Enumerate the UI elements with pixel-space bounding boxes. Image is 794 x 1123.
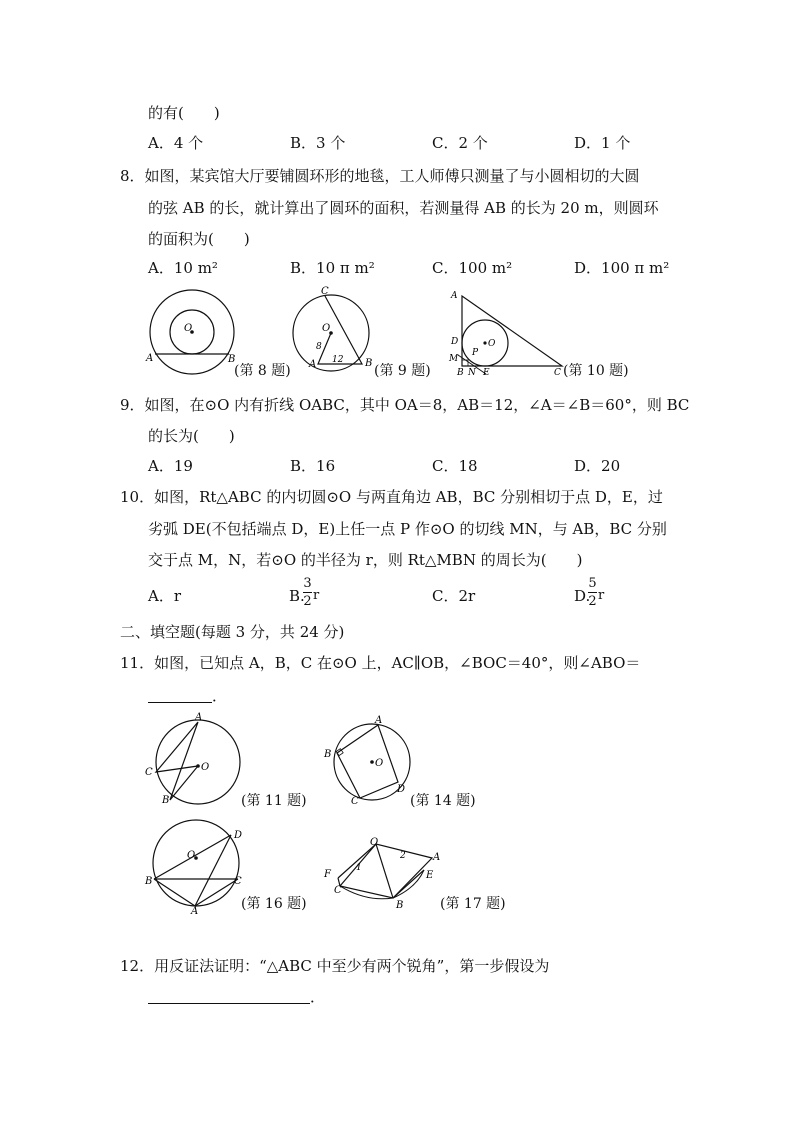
fig10-label-a: A [451,291,458,301]
figure-9-circle-polyline [285,286,385,378]
q8-option-b: B．10 π m² [290,259,375,277]
fig8-label-o: O [184,323,193,334]
fig16-label-b: B [145,876,153,887]
figure-16-circle [143,818,247,917]
q9-option-c: C．18 [432,457,478,475]
fig17-label-c: C [334,885,342,896]
q10-option-d-prefix: D. [574,587,591,605]
q9-line1: 9．如图，在⊙O 内有折线 OABC，其中 OA＝8，AB＝12，∠A＝∠B＝60°，则 BC [120,396,690,414]
fig10-label-m: M [449,354,459,364]
q7-option-a: A．4 个 [148,134,204,152]
fig17-label-2: 2 [400,851,406,861]
fig10-label-c: C [554,368,561,378]
fig9-label-12: 12 [332,355,344,365]
q7-option-c: C．2 个 [432,134,488,152]
figure-14-inscribed-quadrilateral [320,714,414,806]
q9-line2: 的长为( ) [148,427,235,445]
fig17-label-b: B [396,900,404,911]
fig16-label-d: D [234,830,243,841]
fig10-label-d: D [451,337,459,347]
caption-fig14: (第 14 题) [410,793,476,809]
fig10-label-o: O [488,339,496,349]
fig10-label-e: E [483,368,490,378]
fig17-label-f: F [324,869,331,880]
figure-17-sector [320,836,444,911]
figure-8-annulus [140,290,245,380]
fig10-label-b: B [457,368,464,378]
caption-fig8: (第 8 题) [234,363,291,379]
fig11-label-c: C [145,767,153,778]
q8-line3: 的面积为( ) [148,230,250,248]
q8-option-d: D．100 π m² [574,259,670,277]
fig8-label-a: A [146,353,154,364]
figure-10-incircle [446,288,571,378]
fig11-label-a: A [195,712,203,723]
q9-option-d: D．20 [574,457,621,475]
q8-line2: 的弦 AB 的长，就计算出了圆环的面积，若测量得 AB 的长为 20 m，则圆环 [148,199,659,217]
q10-option-b-den: 2 [303,594,312,609]
fig14-label-o: O [375,758,384,769]
caption-fig11: (第 11 题) [241,793,307,809]
figure-11-circle [142,712,246,807]
fig11-label-b: B [162,795,170,806]
q11-line1: 11．如图，已知点 A，B，C 在⊙O 上，AC∥OB，∠BOC＝40°，则∠ABO＝ [120,654,641,672]
fig16-label-o: O [187,850,196,861]
q7-option-b: B．3 个 [290,134,346,152]
caption-fig16: (第 16 题) [241,896,307,912]
caption-fig17: (第 17 题) [440,896,506,912]
q11-answer-blank [148,702,212,703]
fig17-label-o: O [370,837,379,848]
q8-option-a: A．10 m² [148,259,218,277]
fig9-label-o: O [322,323,331,334]
fig10-label-p: P [472,348,479,358]
fig14-label-c: C [351,796,359,807]
q7-continuation: 的有( ) [148,104,220,122]
q10-option-b-fraction-bar [303,592,312,593]
fig10-label-n: N [468,368,476,378]
q10-option-d-num: 5 [588,576,597,591]
fig9-label-8: 8 [316,342,322,352]
q12-blank-end: ． [310,988,326,1006]
fig17-label-e: E [426,870,434,881]
fig14-label-a: A [375,715,383,726]
q11-blank-end: ． [212,687,228,705]
fig9-label-c: C [321,286,329,297]
fig16-label-a: A [191,906,199,917]
q10-option-a: A．r [148,587,182,605]
q10-option-d-den: 2 [588,594,597,609]
q8-line1: 8．如图，某宾馆大厅要铺圆环形的地毯，工人师傅只测量了与小圆相切的大圆 [120,167,640,185]
q10-option-d-fraction-bar [588,592,597,593]
q10-line2: 劣弧 DE(不包括端点 D，E)上任一点 P 作⊙O 的切线 MN，与 AB，BC 分别 [148,520,667,538]
q8-option-c: C．100 m² [432,259,513,277]
q10-option-b-num: 3 [303,576,312,591]
section-2-heading: 二、填空题(每题 3 分，共 24 分) [120,623,345,641]
q10-option-c: C．2r [432,587,476,605]
q10-line1: 10．如图，Rt△ABC 的内切圆⊙O 与两直角边 AB，BC 分别相切于点 D，E，过 [120,488,663,506]
q10-option-b-prefix: B. [289,587,305,605]
fig8-label-b: B [228,354,236,365]
q10-option-d-r: r [598,588,605,603]
fig9-label-b: B [365,358,373,369]
fig9-label-a: A [309,359,317,370]
fig11-label-o: O [201,762,210,773]
q10-line3: 交于点 M，N，若⊙O 的半径为 r，则 Rt△MBN 的周长为( ) [148,551,583,569]
fig16-label-c: C [234,876,242,887]
fig17-label-1: 1 [356,863,362,873]
caption-fig9: (第 9 题) [374,363,431,379]
fig14-label-d: D [397,784,406,795]
q9-option-b: B．16 [290,457,336,475]
q7-option-d: D．1 个 [574,134,631,152]
fig14-label-b: B [324,749,332,760]
q9-option-a: A．19 [148,457,193,475]
q10-option-b-r: r [313,588,320,603]
caption-fig10: (第 10 题) [563,363,629,379]
fig17-label-a: A [433,852,441,863]
q12-answer-blank [148,1003,310,1004]
q12-line1: 12．用反证法证明：“△ABC 中至少有两个锐角”，第一步假设为 [120,957,550,975]
